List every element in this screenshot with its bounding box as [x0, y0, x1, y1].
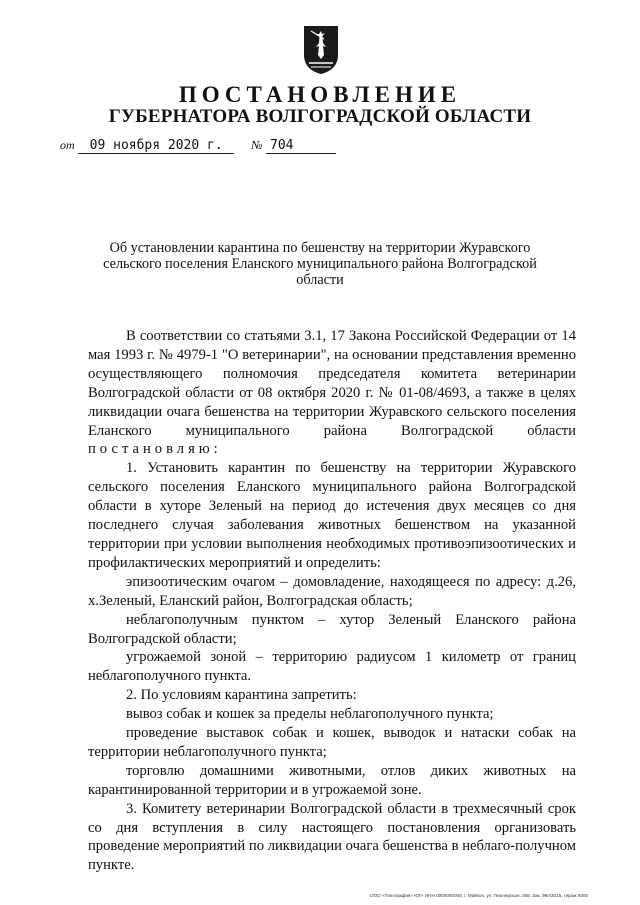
volgograd-emblem-icon — [303, 25, 339, 75]
date-label: от — [60, 138, 75, 152]
clause-1a: эпизоотическим очагом – домовладение, находящееся по адресу: д.26, х.Зеленый, Еланский район, Волгоградская область; — [88, 573, 576, 609]
document-number: 704 — [266, 138, 336, 154]
clause-2c: торговлю домашними животными, отлов диких животных на карантинированной территории и в угрожаемой зоне. — [88, 762, 576, 798]
clause-2a: вывоз собак и кошек за пределы неблагополучного пункта; — [126, 706, 494, 723]
print-footer: ООО «Типография» ЮГ» ИНН 0000000000, г. Майкоп, ул. Пионерская, 268. Зак. 99п/2015, тираж 5000 — [370, 893, 589, 898]
number-label: № — [251, 138, 263, 152]
document-subject: Об установлении карантина по бешенству на территории Журавского сельского поселения Еланского муниципального района Волгоградской области — [103, 240, 537, 288]
clause-1b: неблагополучным пунктом – хутор Зеленый Еланского района Волгоградской области; — [88, 611, 576, 647]
clause-2: 2. По условиям карантина запретить: — [126, 687, 357, 704]
clause-3: 3. Комитету ветеринарии Волгоградской области в трехмесячный срок со дня вступления в силу настоящего постановления организовать проведение мероприятий по ликвидации очага бешенства в неблаго-получном пункте. — [88, 800, 576, 874]
date-number-line — [60, 138, 336, 154]
document-date: 09 ноября 2020 г. — [78, 138, 234, 154]
document-subtitle: ГУБЕРНАТОРА ВОЛГОГРАДСКОЙ ОБЛАСТИ — [108, 106, 532, 127]
intro-text: В соответствии со статьями 3.1, 17 Закона Российской Федерации от 14 мая 1993 г. № 4979-1 "О ветеринарии", на основании представления временно осуществляющего полномочия председателя комитета ветеринарии Волгоградской области от 08 октября 2020 г. № 01-08/4693, а также в целях ликвидации очага бешенства на территории Журавского сельского поселения Еланского муниципального района Волгоградской области — [88, 328, 576, 439]
clause-2b: проведение выставок собак и кошек, выводок и натаски собак на территории неблагополучного пункта; — [88, 725, 576, 760]
decree-word: постановляю: — [88, 441, 222, 458]
intro-paragraph — [88, 327, 576, 459]
document-title: ПОСТАНОВЛЕНИЕ — [178, 82, 462, 107]
clause-1c: угрожаемой зоной – территорию радиусом 1 километр от границ неблагополучного пункта. — [88, 649, 576, 685]
document-body — [88, 327, 576, 875]
clause-1: 1. Установить карантин по бешенству на территории Журавского сельского поселения Еланского муниципального района Волгоградской области в хуторе Зеленый на период до истечения двух месяцев со дня последнего случая заболевания животных бешенством на указанной территории при условии выполнения необходимых противоэпизоотических и профилактических мероприятий и определить: — [88, 460, 576, 571]
